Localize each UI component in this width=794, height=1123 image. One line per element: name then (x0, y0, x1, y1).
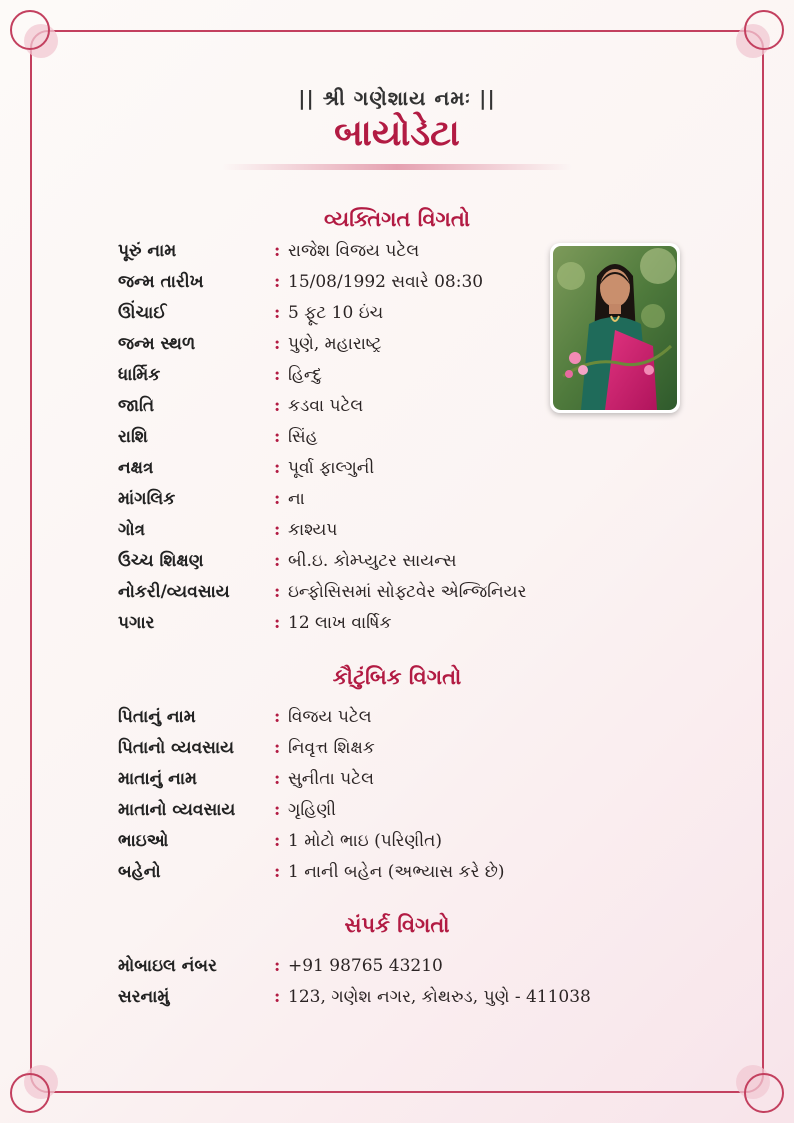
detail-row (118, 550, 638, 581)
detail-row (118, 986, 638, 1017)
detail-value: પૂર્વા ફાલ્ગુની (288, 458, 375, 478)
detail-row (118, 706, 638, 737)
detail-row (118, 830, 638, 861)
detail-label: માંગલિક (118, 489, 176, 509)
detail-value: બી.ઇ. કોમ્પ્યુટર સાયન્સ (288, 551, 457, 571)
detail-row (118, 519, 638, 550)
detail-label: નક્ષત્ર (118, 458, 154, 478)
detail-label: નોકરી/વ્યવસાય (118, 582, 230, 602)
detail-row (118, 737, 638, 768)
profile-photo (550, 243, 680, 413)
detail-value: +91 98765 43210 (288, 956, 443, 976)
corner-ornament-bottom-right (724, 1053, 764, 1093)
detail-separator: : (274, 707, 281, 727)
detail-value: ના (288, 489, 305, 509)
detail-separator: : (274, 956, 281, 976)
detail-label: ઉચ્ચ શિક્ષણ (118, 551, 204, 571)
detail-separator: : (274, 303, 281, 323)
detail-label: જાતિ (118, 396, 155, 416)
detail-row (118, 612, 638, 643)
detail-value: કડવા પટેલ (288, 396, 364, 416)
detail-separator: : (274, 334, 281, 354)
detail-value: 5 ફૂટ 10 ઇંચ (288, 303, 384, 323)
page-title: બાયોડેટા (334, 112, 460, 154)
detail-separator: : (274, 272, 281, 292)
detail-value: સુનીતા પટેલ (288, 769, 374, 789)
detail-value: હિન્દુ (288, 365, 322, 385)
detail-row (118, 426, 638, 457)
detail-row (118, 861, 638, 892)
corner-ornament-top-left (30, 30, 70, 70)
invocation-text: || શ્રી ગણેશાય નમઃ || (298, 86, 496, 110)
detail-label: ઊંચાઈ (118, 303, 167, 323)
detail-row (118, 768, 638, 799)
detail-separator: : (274, 520, 281, 540)
detail-separator: : (274, 613, 281, 633)
detail-separator: : (274, 241, 281, 261)
detail-label: મોબાઇલ નંબર (118, 956, 217, 976)
detail-separator: : (274, 831, 281, 851)
detail-label: ગોત્ર (118, 520, 146, 540)
detail-value: રાજેશ વિજય પટેલ (288, 241, 420, 261)
detail-value: કાશ્યપ (288, 520, 338, 540)
family-details (118, 706, 638, 892)
detail-value: 12 લાખ વાર્ષિક (288, 613, 392, 633)
detail-separator: : (274, 458, 281, 478)
detail-value: નિવૃત્ત શિક્ષક (288, 738, 375, 758)
detail-value: 15/08/1992 સવારે 08:30 (288, 272, 484, 292)
detail-label: જન્મ તારીખ (118, 272, 204, 292)
detail-separator: : (274, 489, 281, 509)
detail-row (118, 955, 638, 986)
detail-row (118, 799, 638, 830)
detail-label: જન્મ સ્થળ (118, 334, 196, 354)
detail-separator: : (274, 738, 281, 758)
portrait-image (553, 246, 677, 410)
detail-label: માતાનું નામ (118, 769, 198, 789)
detail-row (118, 457, 638, 488)
detail-value: 1 મોટો ભાઇ (પરિણીત) (288, 831, 443, 851)
family-section-title: કૌટુંબિક વિગતો (332, 664, 462, 689)
detail-label: ભાઇઓ (118, 831, 169, 851)
detail-row (118, 581, 638, 612)
detail-value: 1 નાની બહેન (અભ્યાસ કરે છે) (288, 862, 505, 882)
corner-ornament-bottom-left (30, 1053, 70, 1093)
detail-label: પિતાનું નામ (118, 707, 196, 727)
detail-value: પુણે, મહારાષ્ટ્ર (288, 334, 382, 354)
detail-separator: : (274, 769, 281, 789)
detail-label: રાશિ (118, 427, 148, 447)
detail-label: બહેનો (118, 862, 161, 882)
detail-label: માતાનો વ્યવસાય (118, 800, 236, 820)
detail-separator: : (274, 862, 281, 882)
detail-separator: : (274, 396, 281, 416)
title-divider (222, 164, 572, 170)
detail-label: સરનામું (118, 987, 170, 1007)
detail-label: પગાર (118, 613, 155, 633)
detail-separator: : (274, 427, 281, 447)
detail-label: ધાર્મિક (118, 365, 161, 385)
detail-separator: : (274, 365, 281, 385)
detail-value: વિજય પટેલ (288, 707, 372, 727)
detail-separator: : (274, 582, 281, 602)
detail-separator: : (274, 800, 281, 820)
contact-section-title: સંપર્ક વિગતો (344, 912, 450, 937)
detail-value: ઇન્ફોસિસમાં સોફ્ટવેર એન્જિનિયર (288, 582, 527, 602)
detail-value: સિંહ (288, 427, 318, 447)
detail-row (118, 488, 638, 519)
detail-label: પૂરું નામ (118, 241, 177, 261)
detail-separator: : (274, 987, 281, 1007)
corner-ornament-top-right (724, 30, 764, 70)
detail-value: 123, ગણેશ નગર, કોથરુડ, પુણે - 411038 (288, 987, 591, 1007)
personal-section-title: વ્યક્તિગત વિગતો (323, 206, 471, 231)
detail-separator: : (274, 551, 281, 571)
detail-value: ગૃહિણી (288, 800, 337, 820)
detail-label: પિતાનો વ્યવસાય (118, 738, 235, 758)
contact-details (118, 955, 638, 1017)
